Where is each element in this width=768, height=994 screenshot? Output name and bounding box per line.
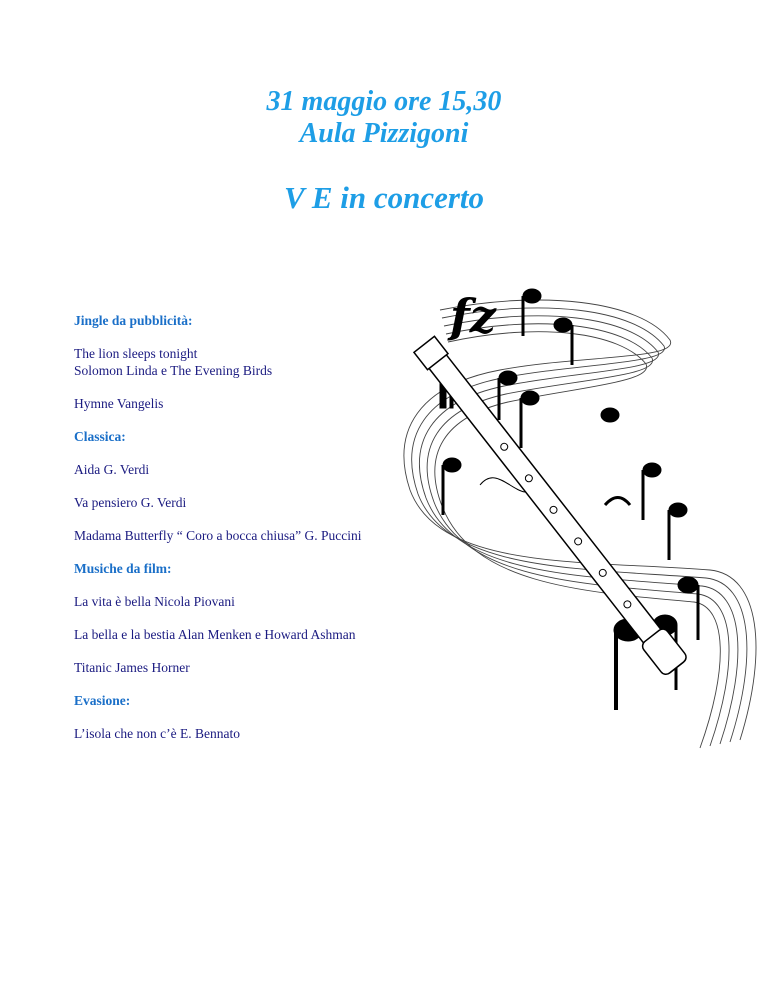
concert-title: V E in concerto <box>283 180 485 215</box>
program-item: Titanic James Horner <box>74 660 190 675</box>
program-item <box>74 345 414 379</box>
program-item: La bella e la bestia Alan Menken e Howard Ashman <box>74 627 356 642</box>
program-item-title: The lion sleeps tonight <box>74 346 198 361</box>
section-heading-jingle: Jingle da pubblicità: <box>74 313 193 328</box>
concert-venue: Aula Pizzigoni <box>299 118 469 149</box>
program-item: Aida G. Verdi <box>74 462 150 477</box>
recorder-and-staff-icon <box>380 270 768 750</box>
section-heading-classica: Classica: <box>74 429 126 444</box>
program-list <box>74 312 414 758</box>
program-item: La vita è bella Nicola Piovani <box>74 594 235 609</box>
section-heading-film: Musiche da film: <box>74 561 172 576</box>
dynamic-mark-fz: fz <box>450 289 496 343</box>
program-item: L’isola che non c’è E. Bennato <box>74 726 240 741</box>
program-item: Va pensiero G. Verdi <box>74 495 187 510</box>
concert-date-time: 31 maggio ore 15,30 <box>266 86 502 117</box>
program-item: Hymne Vangelis <box>74 396 164 411</box>
program-item: Madama Butterfly “ Coro a bocca chiusa” G. Puccini <box>74 528 362 543</box>
section-heading-evasione: Evasione: <box>74 693 131 708</box>
program-item-author: Solomon Linda e The Evening Birds <box>74 363 273 378</box>
